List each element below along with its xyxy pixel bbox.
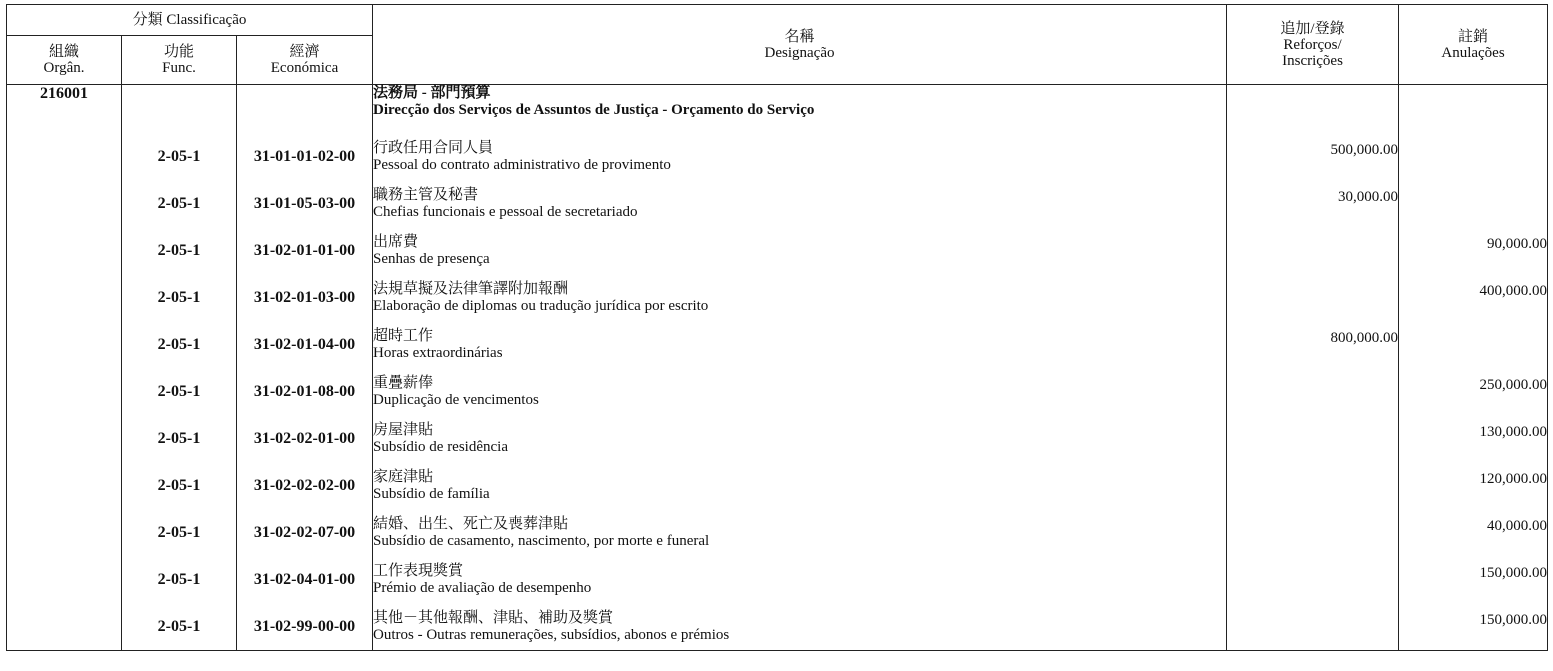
econ-code: 31-02-02-02-00 (237, 462, 373, 509)
reinforcements-value (1227, 603, 1399, 651)
designation-zh: 出席費 (373, 233, 419, 250)
reinforcements-value (1227, 415, 1399, 462)
table-row (7, 180, 1548, 227)
reinforcements-value (1227, 556, 1399, 603)
designation-pt: Subsídio de casamento, nascimento, por morte e funeral (373, 532, 710, 549)
func-header-pt: Func. (162, 60, 196, 76)
table-row (7, 509, 1548, 556)
designation-pt: Elaboração de diplomas ou tradução jurídica por escrito (373, 297, 709, 314)
cancellations-value (1399, 180, 1548, 227)
org-header-zh: 組織 (48, 44, 79, 60)
organ-designation (373, 85, 1227, 134)
organ-name-zh: 法務局 - 部門預算 (373, 85, 491, 101)
reinforcements-header-pt1: Reforços/ (1283, 36, 1342, 53)
reinforcements-amount: 800,000.00 (1330, 330, 1399, 346)
func-code: 2-05-1 (122, 227, 237, 274)
cancellations-value (1399, 415, 1548, 462)
cancellations-amount: 130,000.00 (1479, 424, 1548, 440)
designation-pt: Senhas de presença (373, 250, 490, 267)
econ-header-pt: Económica (270, 60, 339, 76)
econ-code: 31-02-01-03-00 (237, 274, 373, 321)
designation-pt: Horas extraordinárias (373, 344, 503, 361)
designation-pt: Prémio de avaliação de desempenho (373, 579, 592, 596)
cancellations-amount: 90,000.00 (1487, 236, 1548, 252)
table-row (7, 415, 1548, 462)
cancellations-amount: 250,000.00 (1479, 377, 1548, 393)
org-cell (7, 556, 122, 603)
designation-pt: Pessoal do contrato administrativo de provimento (373, 156, 671, 173)
designation-zh: 房屋津貼 (373, 421, 434, 438)
econ-code: 31-02-02-01-00 (237, 415, 373, 462)
func-header-zh: 功能 (163, 44, 194, 60)
designation-cell (373, 321, 1227, 368)
reinforcements-value (1227, 509, 1399, 556)
designation-cell (373, 133, 1227, 180)
designation-zh: 重疊薪俸 (373, 374, 434, 391)
cancellations-value (1399, 321, 1548, 368)
cancellations-amount: 150,000.00 (1479, 565, 1548, 581)
designation-cell (373, 462, 1227, 509)
econ-header (237, 36, 373, 85)
cancellations-amount: 120,000.00 (1479, 471, 1548, 487)
econ-code: 31-02-02-07-00 (237, 509, 373, 556)
func-code: 2-05-1 (122, 133, 237, 180)
reinforcements-value (1227, 180, 1399, 227)
organ-name-pt: Direcção dos Serviços de Assuntos de Justiça - Orçamento do Serviço (373, 102, 815, 118)
table-row (7, 556, 1548, 603)
classification-header: 分類 Classificação (7, 5, 373, 36)
table-row (7, 462, 1548, 509)
organ-row (7, 85, 1548, 134)
organ-func-cell (122, 85, 237, 134)
func-code: 2-05-1 (122, 509, 237, 556)
cancellations-header-zh: 註銷 (1458, 28, 1489, 45)
designation-cell (373, 368, 1227, 415)
cancellations-amount: 40,000.00 (1487, 518, 1548, 534)
org-header (7, 36, 122, 85)
econ-header-zh: 經濟 (289, 44, 320, 60)
org-header-pt: Orgân. (43, 60, 85, 76)
designation-zh: 結婚、出生、死亡及喪葬津貼 (373, 515, 569, 532)
designation-zh: 行政任用合同人員 (373, 139, 494, 156)
designation-pt: Duplicação de vencimentos (373, 391, 539, 408)
reinforcements-value (1227, 321, 1399, 368)
func-code: 2-05-1 (122, 180, 237, 227)
reinforcements-header-zh: 追加/登錄 (1280, 20, 1345, 37)
org-cell (7, 462, 122, 509)
org-cell (7, 227, 122, 274)
reinforcements-header-pt2: Inscrições (1282, 52, 1343, 69)
org-cell (7, 321, 122, 368)
org-cell (7, 509, 122, 556)
designation-zh: 法規草擬及法律筆譯附加報酬 (373, 280, 569, 297)
table-row (7, 368, 1548, 415)
designation-pt: Chefias funcionais e pessoal de secretariado (373, 203, 638, 220)
org-cell (7, 415, 122, 462)
designation-cell (373, 603, 1227, 651)
designation-pt: Subsídio de família (373, 485, 490, 502)
econ-code: 31-02-01-08-00 (237, 368, 373, 415)
cancellations-amount: 400,000.00 (1479, 283, 1548, 299)
reinforcements-header (1227, 5, 1399, 85)
reinforcements-value (1227, 274, 1399, 321)
reinforcements-value (1227, 133, 1399, 180)
designation-pt: Subsídio de residência (373, 438, 508, 455)
cancellations-value (1399, 368, 1548, 415)
func-code: 2-05-1 (122, 274, 237, 321)
designation-zh: 其他－其他報酬、津貼、補助及獎賞 (373, 609, 614, 626)
func-code: 2-05-1 (122, 462, 237, 509)
table-row (7, 133, 1548, 180)
table-row (7, 274, 1548, 321)
cancellations-header-pt: Anulações (1441, 44, 1505, 61)
designation-zh: 超時工作 (373, 327, 434, 344)
cancellations-header (1399, 5, 1548, 85)
designation-zh: 工作表現獎賞 (373, 562, 464, 579)
func-code: 2-05-1 (122, 321, 237, 368)
reinforcements-value (1227, 227, 1399, 274)
designation-zh: 職務主管及秘書 (373, 186, 479, 203)
organ-econ-cell (237, 85, 373, 134)
econ-code: 31-02-01-04-00 (237, 321, 373, 368)
designation-zh: 家庭津貼 (373, 468, 434, 485)
designation-cell (373, 274, 1227, 321)
cancellations-value (1399, 509, 1548, 556)
designation-cell (373, 415, 1227, 462)
cancellations-amount: 150,000.00 (1479, 612, 1548, 628)
table-row (7, 321, 1548, 368)
organ-cancellations-cell (1399, 85, 1548, 134)
org-cell (7, 133, 122, 180)
table-row (7, 227, 1548, 274)
designation-cell (373, 180, 1227, 227)
reinforcements-amount: 500,000.00 (1330, 142, 1399, 158)
econ-code: 31-01-01-02-00 (237, 133, 373, 180)
econ-code: 31-02-04-01-00 (237, 556, 373, 603)
designation-cell (373, 227, 1227, 274)
func-code: 2-05-1 (122, 368, 237, 415)
func-header (122, 36, 237, 85)
econ-code: 31-02-99-00-00 (237, 603, 373, 651)
reinforcements-value (1227, 368, 1399, 415)
org-cell (7, 274, 122, 321)
designation-header (373, 5, 1227, 85)
designation-header-zh: 名稱 (784, 28, 815, 45)
organ-code: 216001 (7, 85, 122, 134)
designation-pt: Outros - Outras remunerações, subsídios, abonos e prémios (373, 626, 730, 643)
func-code: 2-05-1 (122, 603, 237, 651)
organ-reinforcements-cell (1227, 85, 1399, 134)
cancellations-value (1399, 227, 1548, 274)
designation-cell (373, 556, 1227, 603)
cancellations-value (1399, 274, 1548, 321)
cancellations-value (1399, 556, 1548, 603)
org-cell (7, 180, 122, 227)
table-row (7, 603, 1548, 651)
cancellations-value (1399, 603, 1548, 651)
designation-header-pt: Designação (764, 44, 835, 61)
org-cell (7, 603, 122, 651)
econ-code: 31-02-01-01-00 (237, 227, 373, 274)
designation-cell (373, 509, 1227, 556)
econ-code: 31-01-05-03-00 (237, 180, 373, 227)
func-code: 2-05-1 (122, 556, 237, 603)
reinforcements-value (1227, 462, 1399, 509)
cancellations-value (1399, 462, 1548, 509)
func-code: 2-05-1 (122, 415, 237, 462)
cancellations-value (1399, 133, 1548, 180)
org-cell (7, 368, 122, 415)
budget-table (6, 4, 1548, 651)
reinforcements-amount: 30,000.00 (1338, 189, 1399, 205)
